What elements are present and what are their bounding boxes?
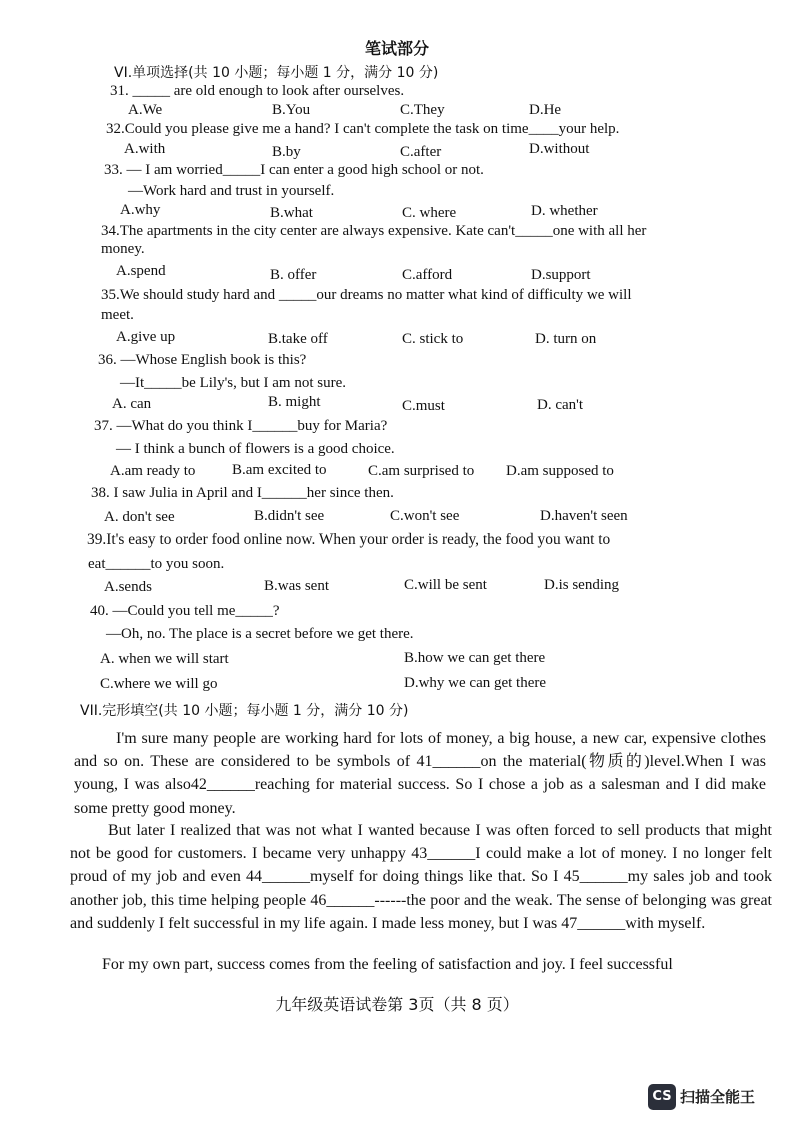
- option: C.won't see: [390, 508, 460, 524]
- option: D.am supposed to: [506, 463, 614, 479]
- passage-paragraph: I'm sure many people are working hard for lots of money, a big house, a new car, expensive clothes and so on. These are considered to be symbols of 41______on the material(物质的)level.When I was young, I was also42______reaching for material success. So I chose a job as a salesman and I did make some pretty good money.: [74, 730, 766, 817]
- option: B.You: [272, 102, 311, 118]
- option: A. when we will start: [100, 651, 229, 667]
- question-number: 38.: [91, 485, 110, 501]
- option: D.He: [529, 102, 562, 118]
- option: C.must: [402, 398, 445, 414]
- option: D. turn on: [535, 331, 597, 347]
- question-number: 37.: [94, 418, 113, 434]
- question-38: [91, 484, 394, 502]
- question-stem: The apartments in the city center are always expensive. Kate can't_____one with all her: [119, 223, 647, 239]
- option: A.spend: [116, 263, 166, 279]
- question-stem: eat______to you soon.: [88, 556, 225, 572]
- question-number: 39.: [87, 531, 107, 548]
- option: C.am surprised to: [368, 463, 475, 479]
- option: A.give up: [116, 329, 176, 345]
- page-footer: 九年级英语试卷第 3页（共 8 页）: [275, 995, 519, 1014]
- section-6-title: VI.单项选择(共 10 小题；每小题 1 分，满分 10 分): [114, 65, 439, 81]
- question-stem: —Could you tell me_____?: [112, 603, 280, 619]
- section-7-title: VII.完形填空(共 10 小题；每小题 1 分，满分 10 分): [80, 703, 409, 719]
- question-number: 40.: [90, 603, 109, 619]
- option: D.haven't seen: [540, 508, 628, 524]
- option: B.am excited to: [232, 462, 327, 478]
- question-32: [106, 120, 619, 138]
- question-stem: I saw Julia in April and I______her since then.: [113, 485, 394, 501]
- question-35: [101, 286, 632, 304]
- question-36: [98, 351, 306, 369]
- question-stem: —It_____be Lily's, but I am not sure.: [120, 375, 347, 391]
- question-stem: —Whose English book is this?: [120, 352, 307, 368]
- page-title: 笔试部分: [364, 39, 429, 58]
- option: D.without: [529, 141, 590, 157]
- passage-paragraph: But later I realized that was not what I wanted because I was often forced to sell products that might not be good for customers. I became very unhappy 43______I could make a lot of money. I no longer felt proud of my job and even 44______myself for doing things like that. So I 45______my sales job and took another job, this time helping people 46______------the poor and the weak. The sense of belonging was great and suddenly I felt successful in my life again. I made less money, but I was 47______with myself.: [70, 822, 772, 932]
- question-number: 36.: [98, 352, 117, 368]
- option: C. stick to: [402, 331, 464, 347]
- option: B.was sent: [264, 578, 329, 594]
- question-39: [87, 531, 610, 549]
- option: A.why: [120, 202, 161, 218]
- option: D.why we can get there: [404, 675, 547, 691]
- question-stem: —What do you think I______buy for Maria?: [116, 418, 388, 434]
- option: B. might: [268, 394, 321, 410]
- option: C.where we will go: [100, 676, 218, 692]
- option: B.by: [272, 144, 301, 160]
- option: C.They: [400, 102, 445, 118]
- option: A.sends: [104, 579, 152, 595]
- question-number: 34.: [101, 223, 120, 239]
- question-number: 32.: [106, 121, 125, 137]
- camscanner-label: 扫描全能王: [680, 1088, 756, 1106]
- question-number: 33.: [104, 162, 123, 178]
- question-stem: _____ are old enough to look after ourselves.: [132, 83, 405, 99]
- question-number: 31.: [110, 83, 129, 99]
- option: B.how we can get there: [404, 650, 546, 666]
- option: D.is sending: [544, 577, 619, 593]
- option: B. offer: [270, 267, 317, 283]
- option: B.didn't see: [254, 508, 325, 524]
- option: D. can't: [537, 397, 584, 413]
- question-stem: meet.: [101, 307, 134, 323]
- option: C. where: [402, 205, 457, 221]
- question-number: 35.: [101, 287, 120, 303]
- question-stem: Could you please give me a hand? I can't complete the task on time____your help.: [124, 121, 620, 137]
- option: B.take off: [268, 331, 328, 347]
- option: D. whether: [531, 203, 598, 219]
- question-stem: It's easy to order food online now. When your order is ready, the food you want to: [106, 531, 611, 548]
- question-40: [90, 602, 280, 620]
- option: C.after: [400, 144, 442, 160]
- option: D.support: [531, 267, 591, 283]
- option: C.afford: [402, 267, 453, 283]
- question-stem: — I am worried_____I can enter a good high school or not.: [126, 162, 484, 178]
- question-34: [101, 222, 728, 240]
- question-stem: —Oh, no. The place is a secret before we get there.: [106, 626, 414, 642]
- question-stem: We should study hard and _____our dreams no matter what kind of difficulty we will: [119, 287, 632, 303]
- question-33: [104, 161, 484, 179]
- camscanner-logo-icon: CS: [648, 1084, 676, 1110]
- option: A.am ready to: [110, 463, 196, 479]
- question-37: [94, 417, 387, 435]
- question-stem: money.: [101, 241, 145, 257]
- option: A.with: [124, 141, 166, 157]
- option: B.what: [270, 205, 313, 221]
- question-stem: — I think a bunch of flowers is a good choice.: [116, 441, 395, 457]
- passage-paragraph: For my own part, success comes from the feeling of satisfaction and joy. I feel successful: [102, 956, 673, 973]
- question-31: [110, 82, 404, 100]
- option: A. don't see: [104, 509, 175, 525]
- option: C.will be sent: [404, 577, 487, 593]
- question-stem: —Work hard and trust in yourself.: [128, 183, 335, 199]
- option: A. can: [112, 396, 152, 412]
- option: A.We: [128, 102, 163, 118]
